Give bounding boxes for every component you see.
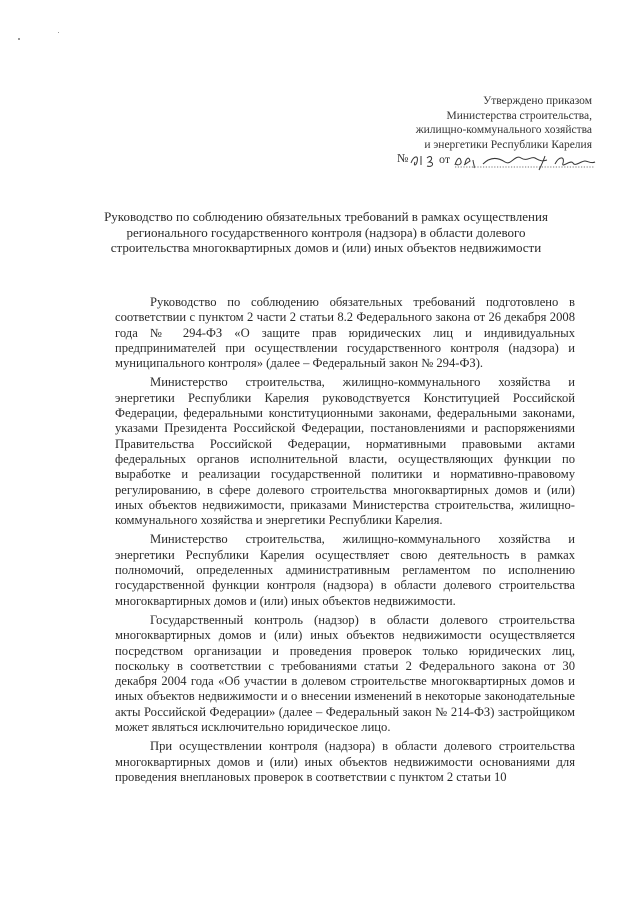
document-body bbox=[115, 295, 575, 789]
approval-line: Министерства строительства, bbox=[446, 109, 592, 122]
body-paragraph: Руководство по соблюдению обязательных требований подготовлено в соответствии с пунктом 2 части 2 статьи 8.2 Федерального закона от 26 декабря 2008 года № 294-ФЗ «О защите прав юридических лиц и индивидуальных предпринимателей при осуществлении государственного контроля (надзора) и муниципального контроля» (далее – Федеральный закон № 294-ФЗ). bbox=[115, 295, 575, 371]
body-paragraph: При осуществлении контроля (надзора) в области долевого строительства многоквартирных домов и (или) иных объектов недвижимости основаниями для проведения внеплановых проверок в соответствии с пунктом 2 статьи 10 bbox=[115, 739, 575, 784]
approval-line: Утверждено приказом bbox=[483, 95, 592, 107]
document-title: Руководство по соблюдению обязательных требований в рамках осуществления регионального государственного контроля (надзора) в области долевого строительства многоквартирных домов и (или) иных объектов недвижимости bbox=[104, 209, 548, 255]
approval-line: жилищно-коммунального хозяйства bbox=[415, 124, 592, 136]
body-paragraph: Государственный контроль (надзор) в области долевого строительства многоквартирных домов и (или) иных объектов недвижимости осуществляется посредством организации и проведения проверок только юридических лиц, поскольку в соответствии с требованиями статьи 2 Федерального закона от 30 декабря 2004 года «Об участии в долевом строительстве многоквартирных домов и иных объектов недвижимости и о внесении изменений в некоторые законодательные акты Российской Федерации» (далее – Федеральный закон № 214-ФЗ) застройщиком может являться исключительно юридическое лицо. bbox=[115, 612, 575, 735]
svg-text:от: от bbox=[439, 152, 451, 166]
approval-line: и энергетики Республики Карелия bbox=[424, 138, 592, 151]
scan-speck bbox=[58, 32, 59, 33]
body-paragraph: Министерство строительства, жилищно-коммунального хозяйства и энергетики Республики Карелия руководствуется Конституцией Российской Федерации, федеральными конституционными законами, федеральными законами, указами Президента Российской Федерации, постановлениями и распоряжениями Правительства Российской Федерации, нормативными правовыми актами федеральных органов исполнительной власти, осуществляющих функции по выработке и реализации государственной политики и нормативно-правовому регулированию, в сфере долевого строительства многоквартирных домов и (или) иных объектов недвижимости, приказами Министерства строительства, жилищно-коммунального хозяйства и энергетики Республики Карелия. bbox=[115, 375, 575, 528]
handwritten-number-date bbox=[395, 150, 605, 172]
svg-text:№: № bbox=[397, 151, 409, 165]
body-paragraph: Министерство строительства, жилищно-коммунального хозяйства и энергетики Республики Карелия осуществляет свою деятельность в рамках полномочий, определенных административным регламентом по исполнению государственной функции контроля (надзора) в области долевого строительства многоквартирных домов и (или) иных объектов недвижимости. bbox=[115, 532, 575, 608]
scan-speck bbox=[18, 38, 20, 40]
